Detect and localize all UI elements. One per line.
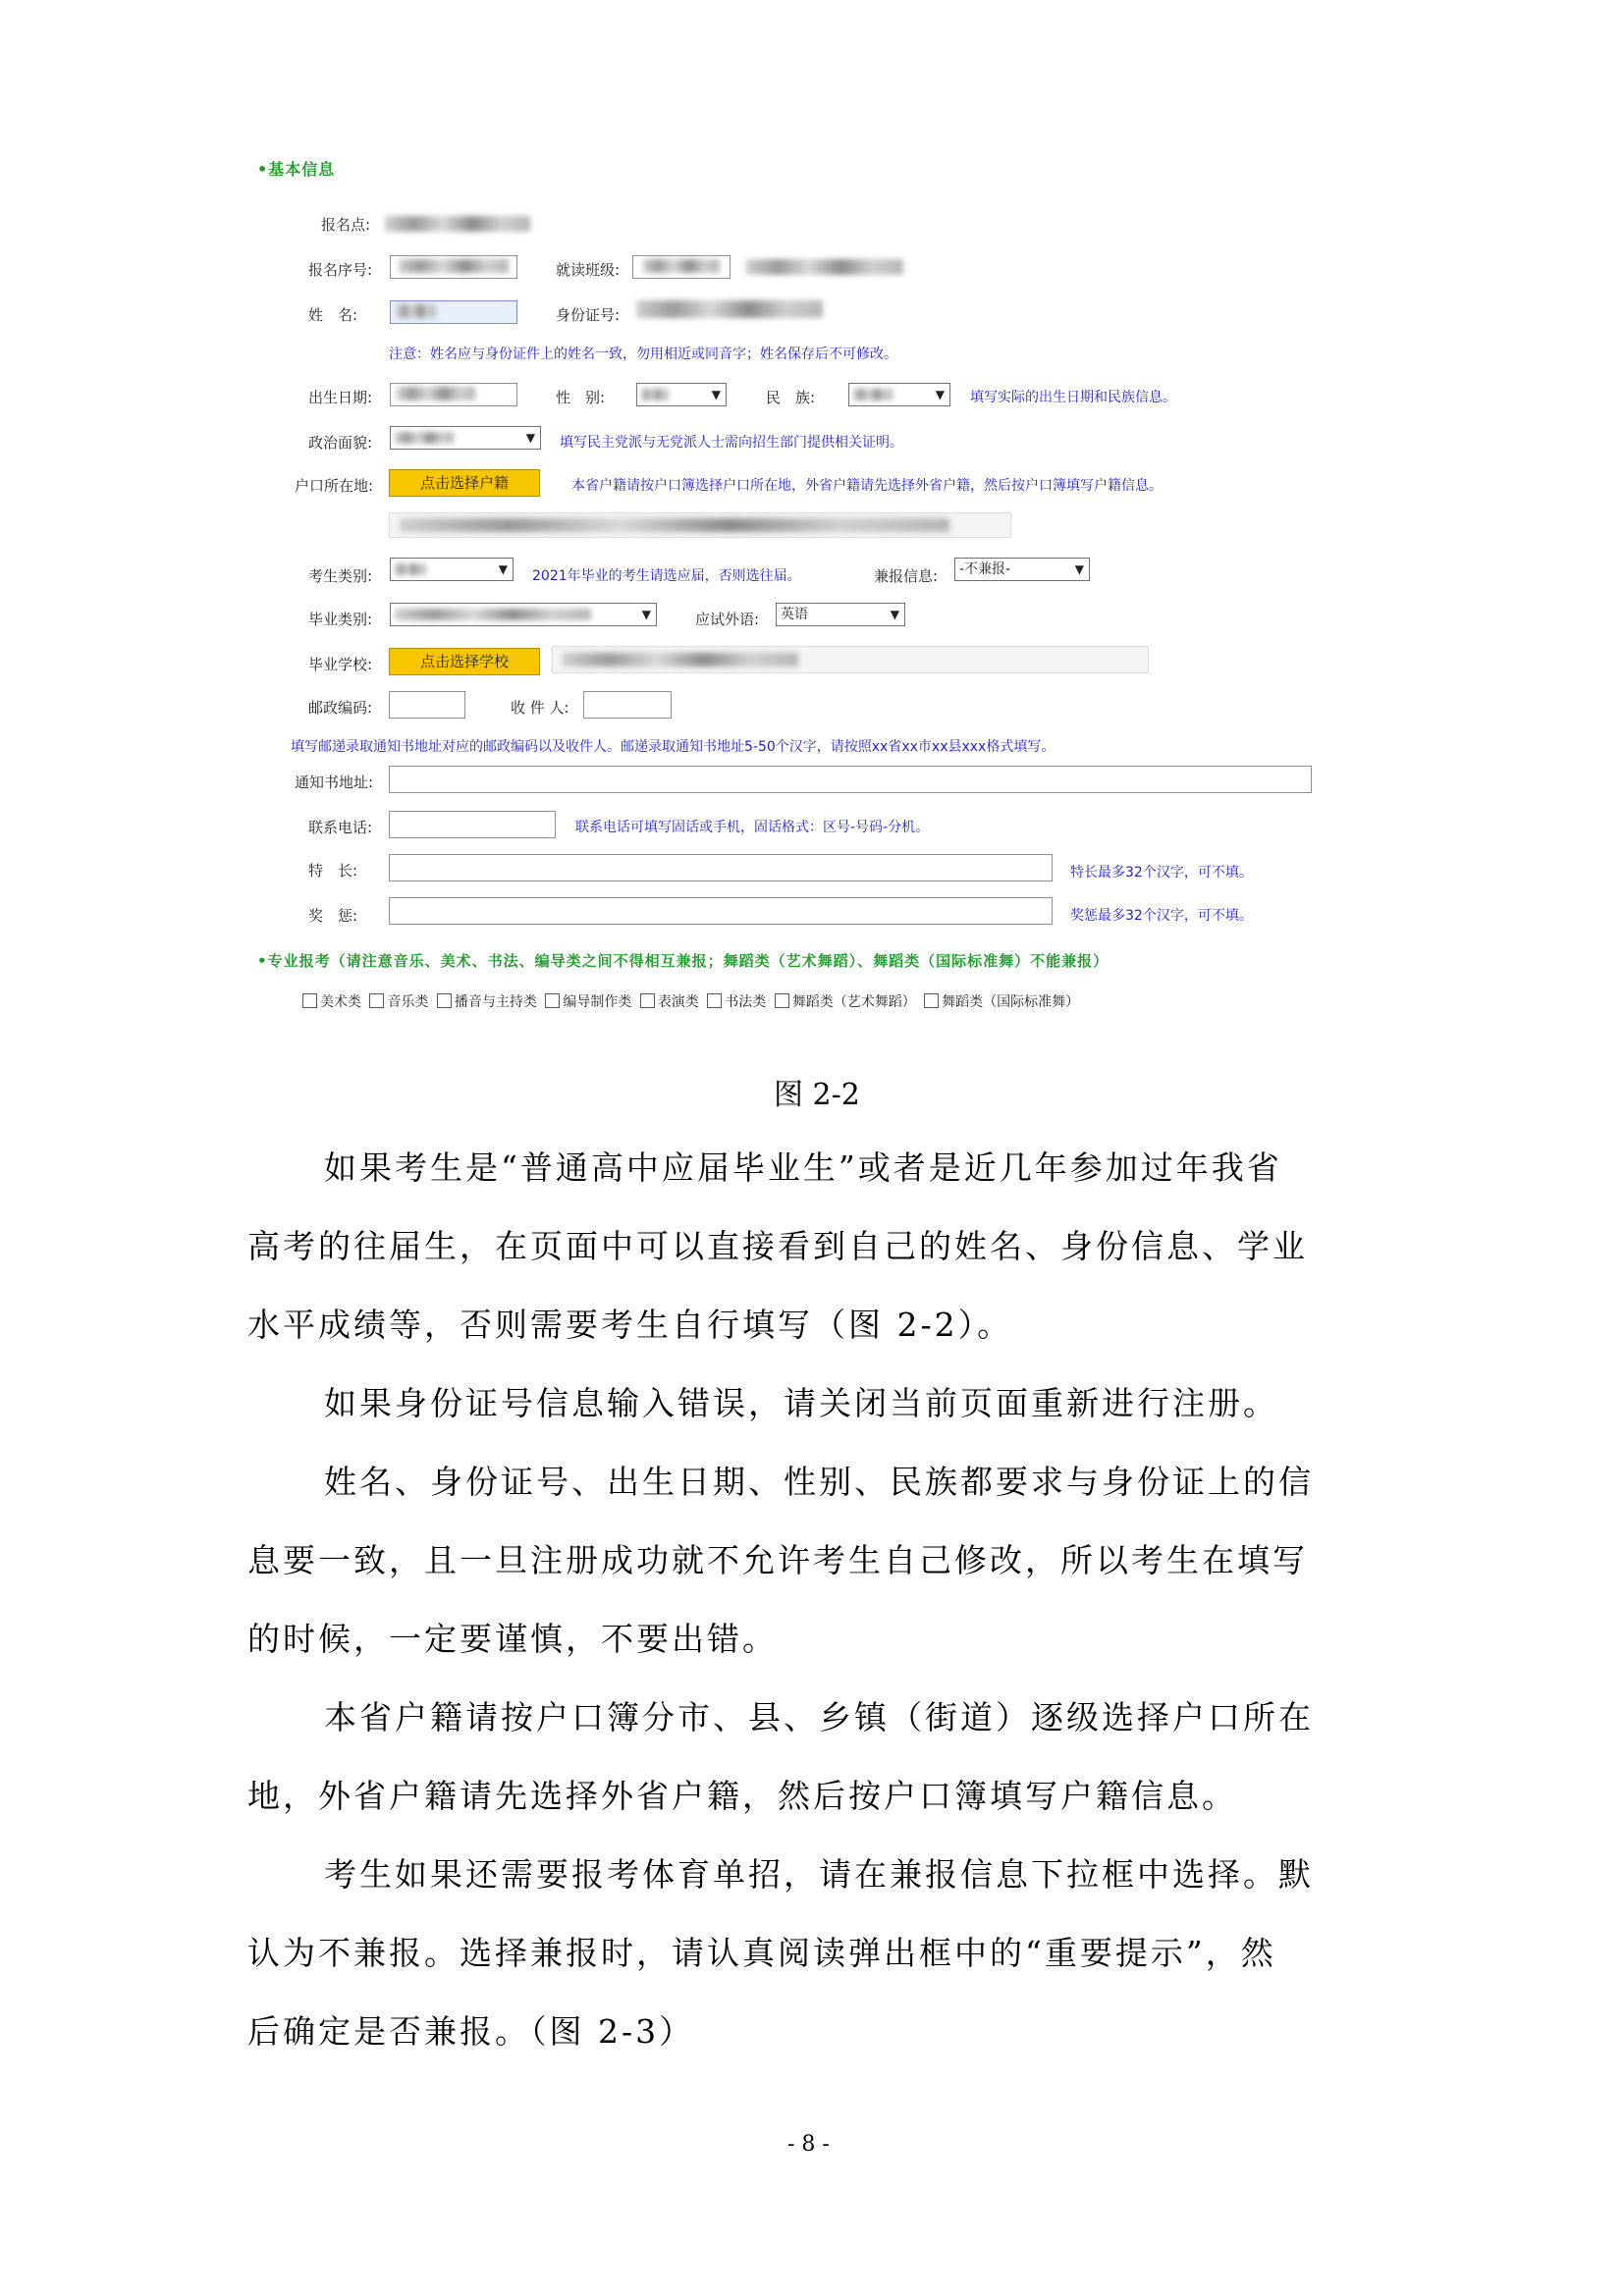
paragraph-line: 考生如果还需要报考体育单招，请在兼报信息下拉框中选择。默 — [324, 1855, 1314, 1894]
paragraph-line: 认为不兼报。选择兼报时，请认真阅读弹出框中的“重要提示”，然 — [247, 1934, 1276, 1972]
checkbox-major-4[interactable] — [640, 993, 655, 1008]
label-postcode: 邮政编码: — [308, 699, 373, 717]
figure-caption: 图 2-2 — [774, 1078, 860, 1112]
label-registration-point: 报名点: — [321, 216, 371, 234]
section-major: •专业报考（请注意音乐、美术、书法、编导类之间不得相互兼报；舞蹈类（艺术舞蹈）、舞蹈类（国际标准舞）不能兼报） — [257, 952, 1110, 970]
category-select[interactable] — [390, 558, 514, 581]
major-option-label: 表演类 — [657, 994, 699, 1010]
registration-point-value — [385, 216, 530, 232]
paragraph-line: 的时候，一定要谨慎，不要出错。 — [247, 1620, 778, 1658]
category-note: 2021年毕业的考生请选应届，否则选往届。 — [532, 568, 801, 584]
hukou-address-field[interactable] — [389, 512, 1011, 538]
major-checkbox-row — [298, 991, 1079, 1011]
label-awards: 奖 惩: — [308, 907, 358, 925]
label-class: 就读班级: — [556, 261, 621, 279]
postcode-field[interactable] — [389, 691, 465, 719]
id-no-value — [636, 300, 823, 318]
name-field[interactable] — [390, 300, 517, 324]
label-recipient: 收 件 人: — [511, 699, 569, 717]
checkbox-major-1[interactable] — [369, 993, 384, 1008]
label-id-no: 身份证号: — [556, 306, 621, 324]
paragraph-line: 本省户籍请按户口簿分市、县、乡镇（街道）逐级选择户口所在 — [324, 1698, 1314, 1736]
paragraph-line: 高考的往届生，在页面中可以直接看到自己的姓名、身份信息、学业 — [247, 1227, 1308, 1265]
paragraph-line: 如果考生是“普通高中应届毕业生”或者是近几年参加过年我省 — [324, 1148, 1282, 1187]
specialty-note: 特长最多32个汉字，可不填。 — [1070, 865, 1253, 881]
phone-note: 联系电话可填写固话或手机，固话格式：区号-号码-分机。 — [575, 820, 930, 835]
major-option-label: 播音与主持类 — [454, 994, 537, 1010]
awards-field[interactable] — [389, 897, 1053, 925]
chevron-down-icon: ▼ — [935, 388, 945, 401]
chevron-down-icon: ▼ — [525, 431, 535, 445]
birth-note: 填写实际的出生日期和民族信息。 — [970, 390, 1176, 405]
label-grad-school: 毕业学校: — [308, 656, 373, 673]
choose-school-button[interactable]: 点击选择学校 — [389, 648, 540, 675]
checkbox-major-3[interactable] — [545, 993, 560, 1008]
foreign-lang-value: 英语 — [781, 607, 808, 622]
specialty-field[interactable] — [389, 854, 1053, 881]
major-option-label: 书法类 — [725, 994, 767, 1010]
paragraph-line: 后确定是否兼报。（图 2-3） — [247, 2012, 695, 2051]
paragraph-line: 水平成绩等，否则需要考生自行填写（图 2-2）。 — [247, 1306, 1013, 1344]
chevron-down-icon: ▼ — [711, 388, 721, 401]
checkbox-major-2[interactable] — [437, 993, 452, 1008]
awards-note: 奖惩最多32个汉字，可不填。 — [1070, 908, 1253, 924]
section-basic-info: •基本信息 — [257, 160, 336, 179]
label-name: 姓 名: — [308, 306, 358, 324]
label-address: 通知书地址: — [295, 774, 374, 791]
chevron-down-icon: ▼ — [498, 562, 508, 576]
hukou-note: 本省户籍请按户口簿选择户口所在地，外省户籍请先选择外省户籍，然后按户口簿填写户籍信息。 — [571, 478, 1163, 494]
gender-select[interactable] — [636, 383, 727, 406]
chevron-down-icon: ▼ — [890, 608, 899, 621]
checkbox-major-5[interactable] — [707, 993, 722, 1008]
major-option-label: 舞蹈类（国际标准舞） — [942, 994, 1080, 1010]
label-gender: 性 别: — [556, 389, 606, 406]
major-option-label: 舞蹈类（艺术舞蹈） — [791, 994, 916, 1010]
label-hukou: 户口所在地: — [295, 477, 374, 495]
page-number: - 8 - — [787, 2132, 830, 2157]
label-foreign-lang: 应试外语: — [695, 611, 760, 628]
ethnicity-select[interactable] — [848, 383, 950, 406]
phone-field[interactable] — [389, 811, 556, 838]
foreign-lang-select[interactable] — [776, 603, 905, 626]
label-ethnicity: 民 族: — [766, 389, 816, 406]
major-option-label: 编导制作类 — [563, 994, 632, 1010]
label-specialty: 特 长: — [308, 862, 358, 880]
political-note: 填写民主党派与无党派人士需向招生部门提供相关证明。 — [560, 435, 903, 451]
grad-school-field[interactable] — [552, 646, 1149, 673]
class-field[interactable] — [632, 255, 731, 279]
checkbox-major-0[interactable] — [302, 993, 317, 1008]
class-extra-value — [746, 259, 903, 275]
chevron-down-icon: ▼ — [1074, 562, 1084, 576]
checkbox-major-7[interactable] — [924, 993, 939, 1008]
chevron-down-icon: ▼ — [641, 608, 651, 621]
paragraph-line: 如果身份证号信息输入错误，请关闭当前页面重新进行注册。 — [324, 1384, 1278, 1422]
postcode-note: 填写邮递录取通知书地址对应的邮政编码以及收件人。邮递录取通知书地址5-50个汉字，请按照xx省xx市xx县xxx格式填写。 — [291, 739, 1056, 755]
label-registration-no: 报名序号: — [308, 261, 373, 279]
grad-category-select[interactable] — [390, 603, 657, 626]
political-select[interactable] — [390, 426, 541, 450]
major-option-label: 音乐类 — [387, 994, 429, 1010]
registration-no-field[interactable] — [390, 255, 517, 279]
label-political: 政治面貌: — [308, 434, 373, 452]
label-category: 考生类别: — [308, 567, 373, 585]
name-note: 注意：姓名应与身份证件上的姓名一致，勿用相近或同音字；姓名保存后不可修改。 — [389, 347, 897, 362]
label-phone: 联系电话: — [308, 819, 373, 836]
label-birth-date: 出生日期: — [308, 389, 373, 406]
major-option-label: 美术类 — [320, 994, 361, 1010]
checkbox-major-6[interactable] — [775, 993, 789, 1008]
concurrent-value: -不兼报- — [959, 561, 1011, 577]
paragraph-line: 地，外省户籍请先选择外省户籍，然后按户口簿填写户籍信息。 — [247, 1777, 1237, 1815]
address-field[interactable] — [389, 766, 1312, 793]
recipient-field[interactable] — [583, 691, 672, 719]
choose-hukou-button[interactable]: 点击选择户籍 — [389, 469, 540, 497]
paragraph-line: 息要一致，且一旦注册成功就不允许考生自己修改，所以考生在填写 — [247, 1541, 1308, 1579]
label-concurrent: 兼报信息: — [874, 567, 939, 585]
paragraph-line: 姓名、身份证号、出生日期、性别、民族都要求与身份证上的信 — [324, 1463, 1314, 1501]
concurrent-select[interactable] — [954, 558, 1090, 581]
birth-date-field[interactable] — [390, 383, 517, 406]
label-grad-category: 毕业类别: — [308, 611, 373, 628]
